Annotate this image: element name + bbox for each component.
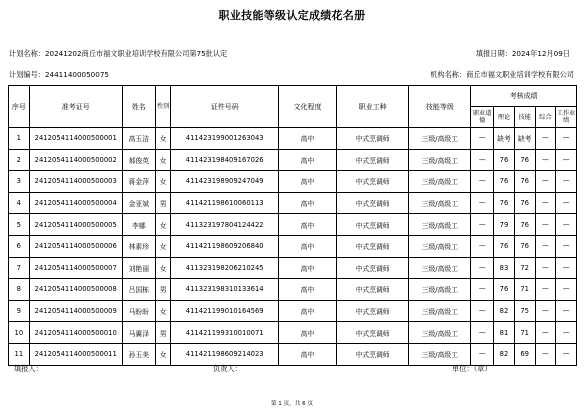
- cell-ticket: 2412054114000500002: [29, 149, 122, 171]
- cell-seq: 1: [9, 128, 30, 150]
- cell-ticket: 2412054114000500010: [29, 322, 122, 344]
- cell-overall: —: [535, 343, 556, 365]
- cell-seq: 6: [9, 235, 30, 257]
- cell-work: —: [556, 235, 577, 257]
- cell-name: 马翼泽: [122, 322, 155, 344]
- cell-ethics: —: [471, 171, 494, 193]
- cell-overall: —: [535, 214, 556, 236]
- cell-seq: 10: [9, 322, 30, 344]
- cell-name: 林素珍: [122, 235, 155, 257]
- cell-ticket: 2412054114000500011: [29, 343, 122, 365]
- cell-gender: 男: [155, 192, 171, 214]
- cell-job: 中式烹调师: [336, 171, 408, 193]
- cell-ticket: 2412054114000500007: [29, 257, 122, 279]
- cell-edu: 高中: [279, 322, 337, 344]
- col-header-gender: 性别: [155, 86, 171, 128]
- cell-job: 中式烹调师: [336, 192, 408, 214]
- cell-ticket: 2412054114000500003: [29, 171, 122, 193]
- cell-theory: 82: [494, 300, 515, 322]
- cell-skill: 69: [514, 343, 535, 365]
- table-row: [9, 343, 577, 365]
- cell-work: —: [556, 128, 577, 150]
- cell-theory: 76: [494, 192, 515, 214]
- cell-work: —: [556, 343, 577, 365]
- plan-no-label: 计划编号：: [9, 70, 45, 79]
- cell-overall: —: [535, 300, 556, 322]
- org-label: 机构名称：: [430, 70, 467, 79]
- cell-job: 中式烹调师: [336, 235, 408, 257]
- cell-level: 三级/高级工: [409, 300, 471, 322]
- cell-level: 三级/高级工: [409, 322, 471, 344]
- cell-name: 高玉洁: [122, 128, 155, 150]
- page-indicator: 第 1 页，共 6 页: [270, 401, 314, 407]
- cell-job: 中式烹调师: [336, 279, 408, 301]
- col-header-ethics: 职业道德: [471, 107, 494, 128]
- cell-ethics: —: [471, 300, 494, 322]
- table-row: [9, 128, 577, 150]
- cell-work: —: [556, 279, 577, 301]
- table-row: [9, 149, 577, 171]
- cell-skill: 76: [514, 214, 535, 236]
- cell-gender: 女: [155, 257, 171, 279]
- cell-skill: 76: [514, 149, 535, 171]
- col-header-work: 工作业绩: [556, 107, 577, 128]
- responsible-label: 负责人：: [213, 364, 242, 373]
- table-row: [9, 322, 577, 344]
- plan-name-label: 计划名称：: [9, 49, 45, 58]
- cell-gender: 女: [155, 128, 171, 150]
- cell-edu: 高中: [279, 300, 337, 322]
- cell-level: 三级/高级工: [409, 235, 471, 257]
- cell-edu: 高中: [279, 343, 337, 365]
- cell-job: 中式烹调师: [336, 214, 408, 236]
- cell-skill: 71: [514, 322, 535, 344]
- cell-id: 411423199001263043: [171, 128, 279, 150]
- header-row-top: [9, 86, 577, 107]
- plan-no-value: 24411400050075: [44, 70, 109, 79]
- cell-edu: 高中: [279, 257, 337, 279]
- col-header-job: 职业工种: [336, 86, 408, 128]
- cell-work: —: [556, 149, 577, 171]
- col-header-assess: 考核成绩: [471, 86, 577, 107]
- cell-ticket: 2412054114000500006: [29, 235, 122, 257]
- roster-body: [9, 128, 577, 366]
- plan-name-value: 20241202商丘市福文职业培训学校有限公司第75批认定: [44, 49, 228, 58]
- col-header-edu: 文化程度: [279, 86, 337, 128]
- table-row: [9, 192, 577, 214]
- cell-overall: —: [535, 149, 556, 171]
- cell-name: 吕国栋: [122, 279, 155, 301]
- table-row: [9, 214, 577, 236]
- cell-theory: 76: [494, 171, 515, 193]
- table-row: [9, 235, 577, 257]
- cell-seq: 11: [9, 343, 30, 365]
- cell-edu: 高中: [279, 149, 337, 171]
- cell-theory: 83: [494, 257, 515, 279]
- cell-level: 三级/高级工: [409, 279, 471, 301]
- cell-ticket: 2412054114000500008: [29, 279, 122, 301]
- fill-date-line: [476, 49, 570, 59]
- filler-label: 填报人：: [14, 364, 43, 373]
- cell-name: 孙玉美: [122, 343, 155, 365]
- cell-id: 411323198206210245: [171, 257, 279, 279]
- cell-id: 411421198609214023: [171, 343, 279, 365]
- cell-overall: —: [535, 235, 556, 257]
- cell-edu: 高中: [279, 214, 337, 236]
- cell-id: 411421198610060113: [171, 192, 279, 214]
- cell-overall: —: [535, 257, 556, 279]
- cell-level: 三级/高级工: [409, 257, 471, 279]
- cell-work: —: [556, 322, 577, 344]
- cell-seq: 2: [9, 149, 30, 171]
- cell-id: 411323198310133614: [171, 279, 279, 301]
- cell-theory: 82: [494, 343, 515, 365]
- cell-level: 三级/高级工: [409, 343, 471, 365]
- cell-seq: 7: [9, 257, 30, 279]
- cell-level: 三级/高级工: [409, 171, 471, 193]
- cell-gender: 女: [155, 235, 171, 257]
- cell-ethics: —: [471, 192, 494, 214]
- cell-seq: 9: [9, 300, 30, 322]
- cell-theory: 76: [494, 235, 515, 257]
- cell-skill: 71: [514, 279, 535, 301]
- cell-job: 中式烹调师: [336, 257, 408, 279]
- cell-work: —: [556, 171, 577, 193]
- score-roster-table: [8, 85, 577, 366]
- cell-level: 三级/高级工: [409, 192, 471, 214]
- cell-ticket: 2412054114000500001: [29, 128, 122, 150]
- table-row: [9, 257, 577, 279]
- cell-ethics: —: [471, 214, 494, 236]
- cell-overall: —: [535, 128, 556, 150]
- cell-name: 马盼盼: [122, 300, 155, 322]
- unit-stamp-label: 单位：（章）: [452, 364, 492, 373]
- cell-skill: 缺考: [514, 128, 535, 150]
- cell-edu: 高中: [279, 171, 337, 193]
- cell-edu: 高中: [279, 235, 337, 257]
- table-row: [9, 171, 577, 193]
- cell-id: 411421199310010071: [171, 322, 279, 344]
- cell-job: 中式烹调师: [336, 149, 408, 171]
- cell-seq: 8: [9, 279, 30, 301]
- cell-id: 411423198409167026: [171, 149, 279, 171]
- cell-skill: 76: [514, 192, 535, 214]
- cell-gender: 女: [155, 171, 171, 193]
- cell-gender: 女: [155, 149, 171, 171]
- cell-ethics: —: [471, 257, 494, 279]
- plan-no-line: [9, 70, 109, 80]
- cell-skill: 76: [514, 235, 535, 257]
- cell-skill: 75: [514, 300, 535, 322]
- cell-id: 411421199010164569: [171, 300, 279, 322]
- cell-seq: 5: [9, 214, 30, 236]
- cell-ethics: —: [471, 149, 494, 171]
- fill-date-value: 2024年12月09日: [511, 49, 570, 58]
- org-name-line: [430, 70, 574, 80]
- cell-ethics: —: [471, 343, 494, 365]
- cell-level: 三级/高级工: [409, 214, 471, 236]
- cell-edu: 高中: [279, 279, 337, 301]
- cell-ethics: —: [471, 128, 494, 150]
- org-name-value: 商丘市福文职业培训学校有限公司: [466, 70, 574, 79]
- cell-gender: 女: [155, 300, 171, 322]
- cell-work: —: [556, 257, 577, 279]
- cell-gender: 男: [155, 322, 171, 344]
- col-header-theory: 理论: [494, 107, 515, 128]
- cell-ticket: 2412054114000500005: [29, 214, 122, 236]
- cell-overall: —: [535, 322, 556, 344]
- cell-id: 411323197804124422: [171, 214, 279, 236]
- cell-job: 中式烹调师: [336, 343, 408, 365]
- cell-work: —: [556, 192, 577, 214]
- col-header-ticket: 准考证号: [29, 86, 122, 128]
- cell-seq: 4: [9, 192, 30, 214]
- cell-name: 郝俊英: [122, 149, 155, 171]
- cell-overall: —: [535, 171, 556, 193]
- col-header-seq: 序号: [9, 86, 30, 128]
- col-header-id: 证件号码: [171, 86, 279, 128]
- cell-edu: 高中: [279, 192, 337, 214]
- cell-edu: 高中: [279, 128, 337, 150]
- cell-name: 金亚斌: [122, 192, 155, 214]
- cell-id: 411423198909247049: [171, 171, 279, 193]
- document-title: 职业技能等级认定成绩花名册: [218, 9, 366, 22]
- cell-level: 三级/高级工: [409, 149, 471, 171]
- cell-name: 蒋金萍: [122, 171, 155, 193]
- cell-ethics: —: [471, 235, 494, 257]
- cell-job: 中式烹调师: [336, 128, 408, 150]
- table-row: [9, 279, 577, 301]
- cell-gender: 女: [155, 343, 171, 365]
- cell-work: —: [556, 300, 577, 322]
- cell-work: —: [556, 214, 577, 236]
- col-header-level: 技能等级: [409, 86, 471, 128]
- cell-overall: —: [535, 279, 556, 301]
- cell-ticket: 2412054114000500004: [29, 192, 122, 214]
- cell-theory: 76: [494, 149, 515, 171]
- cell-ticket: 2412054114000500009: [29, 300, 122, 322]
- table-row: [9, 300, 577, 322]
- cell-job: 中式烹调师: [336, 322, 408, 344]
- cell-overall: —: [535, 192, 556, 214]
- cell-name: 刘艳丽: [122, 257, 155, 279]
- plan-name-line: [9, 49, 227, 59]
- col-header-skill: 技能: [514, 107, 535, 128]
- cell-level: 三级/高级工: [409, 128, 471, 150]
- cell-name: 李娜: [122, 214, 155, 236]
- cell-theory: 缺考: [494, 128, 515, 150]
- col-header-name: 姓名: [122, 86, 155, 128]
- cell-id: 411421198609206840: [171, 235, 279, 257]
- cell-gender: 女: [155, 214, 171, 236]
- cell-skill: 76: [514, 171, 535, 193]
- cell-skill: 72: [514, 257, 535, 279]
- cell-theory: 76: [494, 279, 515, 301]
- cell-seq: 3: [9, 171, 30, 193]
- cell-job: 中式烹调师: [336, 300, 408, 322]
- cell-gender: 男: [155, 279, 171, 301]
- col-header-overall: 综合: [535, 107, 556, 128]
- cell-theory: 81: [494, 322, 515, 344]
- fill-date-label: 填报日期：: [475, 49, 512, 58]
- cell-ethics: —: [471, 322, 494, 344]
- cell-ethics: —: [471, 279, 494, 301]
- cell-theory: 79: [494, 214, 515, 236]
